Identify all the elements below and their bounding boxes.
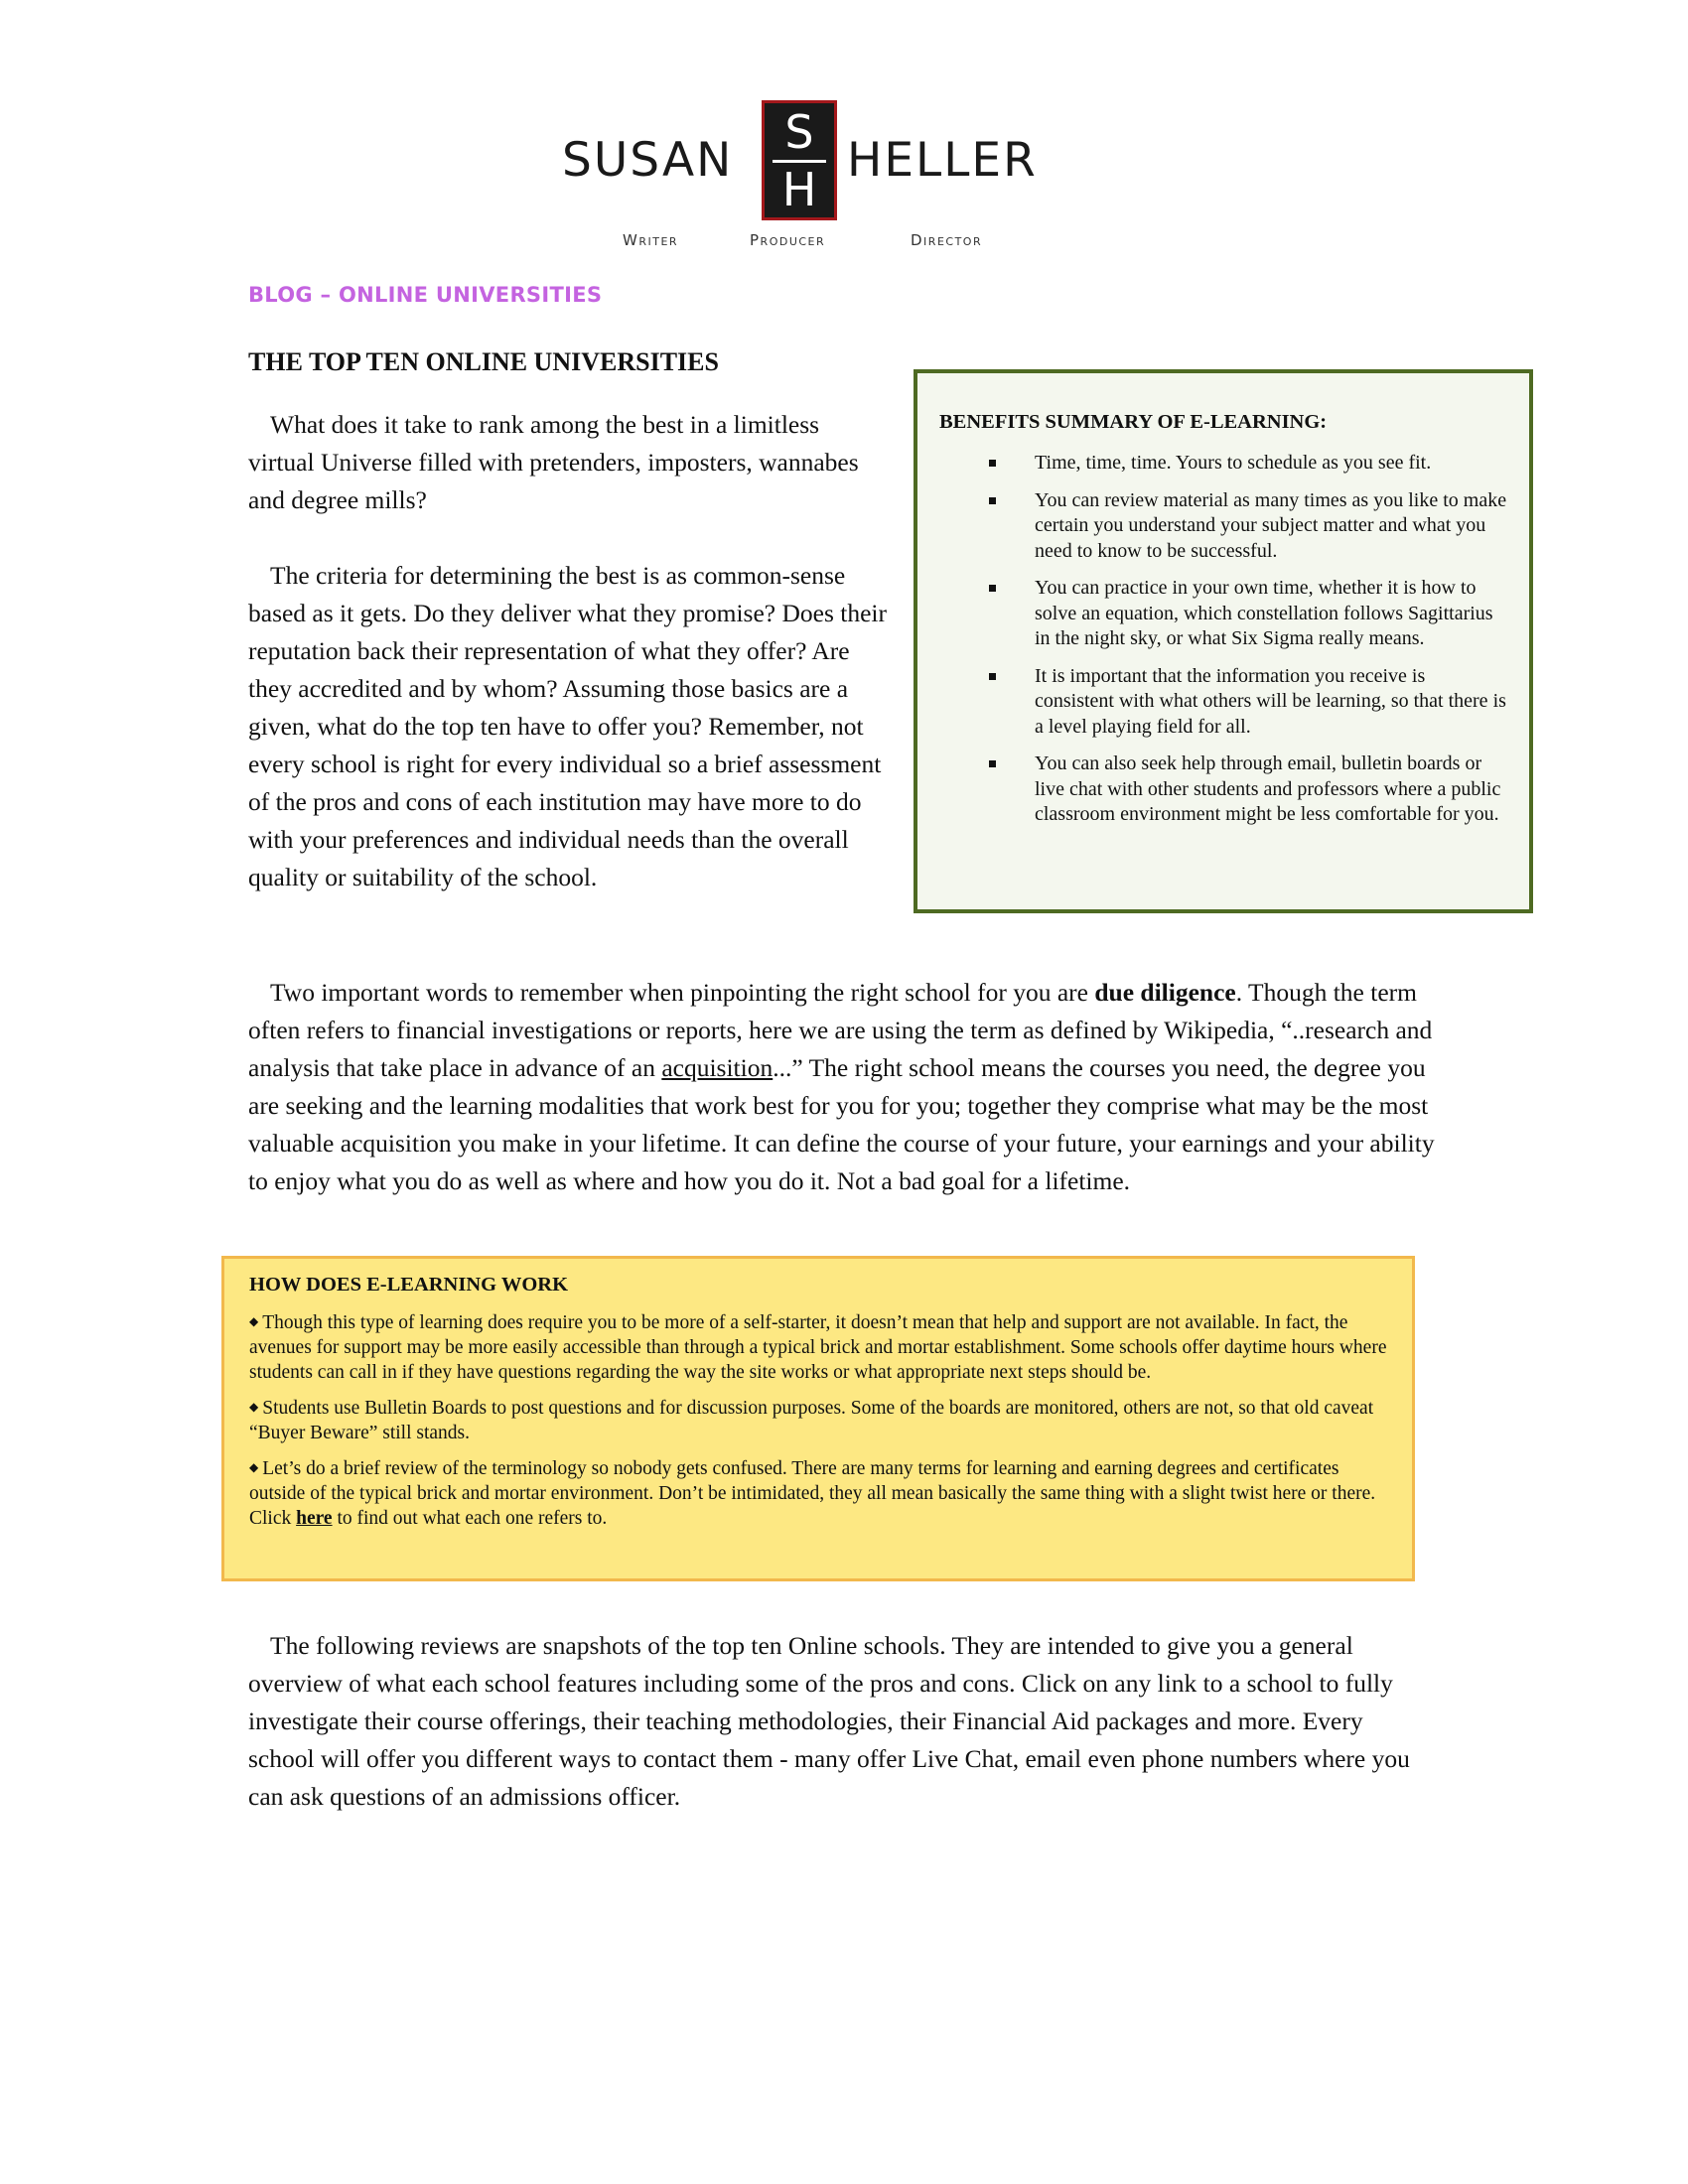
page-title: THE TOP TEN ONLINE UNIVERSITIES bbox=[248, 347, 719, 376]
how-elearning-works-box bbox=[221, 1256, 1415, 1581]
benefit-text: You can also seek help through email, bulletin boards or live chat with other students and professors where a public classroom environment might be less comfortable for you. bbox=[1035, 752, 1501, 825]
diligence-text-middle: . Though the term often refers to financial investigations or reports, here we are using the term as defined by Wikipedia, “..research and analysis that take place in advance of an bbox=[248, 978, 1433, 1082]
how-item bbox=[249, 1309, 1389, 1385]
logo-first-name: SUSAN bbox=[562, 133, 734, 188]
square-bullet-icon bbox=[989, 497, 996, 504]
how-item-text: Let’s do a brief review of the terminology so nobody gets confused. There are many terms for learning and earning degrees and certificates outside of the typical brick and mortar environment. Don’t be intimidated, they all mean basically the same thing with a slight twist here or there. Click bbox=[249, 1458, 1376, 1529]
role-writer: Writer bbox=[623, 231, 679, 249]
monogram-letter-s: S bbox=[784, 105, 814, 159]
benefit-item bbox=[917, 664, 1529, 741]
diamond-bullet-icon: ◆ bbox=[249, 1460, 259, 1474]
square-bullet-icon bbox=[989, 673, 996, 680]
benefits-summary-box bbox=[914, 369, 1533, 913]
how-item-text: Though this type of learning does require you to be more of a self-starter, it doesn’t mean that help and support are not available. In fact, the avenues for support may be more easily accessible than through a typical brick and mortar establishment. Some schools offer daytime hours where students can call in if they have questions regarding the way the site works or what appropriate next steps should be. bbox=[249, 1312, 1387, 1383]
how-item bbox=[249, 1395, 1389, 1445]
blog-category-label: BLOG – ONLINE UNIVERSITIES bbox=[248, 283, 603, 307]
square-bullet-icon bbox=[989, 760, 996, 767]
diamond-bullet-icon: ◆ bbox=[249, 1400, 259, 1414]
benefit-item bbox=[917, 576, 1529, 652]
how-item-text-end: to find out what each one refers to. bbox=[332, 1508, 608, 1529]
closing-paragraph bbox=[248, 1627, 1435, 1816]
intro-paragraph-1 bbox=[248, 406, 884, 519]
diamond-bullet-icon: ◆ bbox=[249, 1314, 259, 1328]
due-diligence-term: due diligence bbox=[1094, 978, 1236, 1007]
square-bullet-icon bbox=[989, 460, 996, 467]
due-diligence-paragraph bbox=[248, 974, 1435, 1200]
intro-paragraph-1-text: What does it take to rank among the best in a limitless virtual Universe filled with pretenders, imposters, wannabes and degree mills? bbox=[248, 410, 859, 514]
how-item bbox=[249, 1455, 1389, 1531]
benefit-text: Time, time, time. Yours to schedule as you see fit. bbox=[1035, 452, 1432, 474]
how-box-items bbox=[249, 1309, 1389, 1541]
benefit-text: You can review material as many times as you like to make certain you understand your subject matter and what you need to know to be successful. bbox=[1035, 488, 1507, 562]
intro-paragraph-2 bbox=[248, 557, 894, 896]
how-box-title: HOW DOES E-LEARNING WORK bbox=[249, 1274, 569, 1296]
monogram-badge bbox=[762, 100, 837, 220]
logo-last-name: HELLER bbox=[847, 133, 1038, 188]
logo-roles bbox=[556, 231, 1072, 251]
benefits-title: BENEFITS SUMMARY OF E-LEARNING: bbox=[939, 411, 1328, 433]
benefit-text: It is important that the information you receive is consistent with what others will be learning, so that there is a level playing field for all. bbox=[1035, 664, 1506, 738]
site-logo bbox=[556, 100, 1072, 249]
diligence-text-end: ...” The right school means the courses you need, the degree you are seeking and the learning modalities that work best for you for you; together they comprise what may be the most valuable acquisition you make in your lifetime. It can define the course of your future, your earnings and your ability to enjoy what you do as well as where and how you do it. Not a bad goal for a lifetime. bbox=[248, 1053, 1435, 1195]
benefits-list bbox=[917, 451, 1529, 840]
square-bullet-icon bbox=[989, 585, 996, 592]
closing-paragraph-text: The following reviews are snapshots of the top ten Online schools. They are intended to give you a general overview of what each school features including some of the pros and cons. Click on any link to a school to fully investigate their course offerings, their teaching methodologies, their Financial Aid packages and more. Every school will offer you different ways to contact them - many offer Live Chat, email even phone numbers where you can ask questions of an admissions officer. bbox=[248, 1631, 1410, 1811]
diligence-text-start: Two important words to remember when pinpointing the right school for you are bbox=[270, 978, 1095, 1007]
monogram-letter-h: H bbox=[781, 163, 817, 216]
intro-paragraph-2-text: The criteria for determining the best is as common-sense based as it gets. Do they deliver what they promise? Does their reputation back their representation of what they offer? Are they accredited and by whom? Assuming those basics are a given, what do the top ten have to offer you? Remember, not every school is right for every individual so a brief assessment of the pros and cons of each institution may have more to do with your preferences and individual needs than the overall quality or suitability of the school. bbox=[248, 561, 887, 891]
terminology-here-link[interactable]: here bbox=[296, 1508, 333, 1529]
acquisition-link[interactable]: acquisition bbox=[661, 1053, 774, 1082]
benefit-item bbox=[917, 488, 1529, 565]
benefit-item bbox=[917, 751, 1529, 828]
benefit-item bbox=[917, 451, 1529, 477]
role-producer: Producer bbox=[750, 231, 826, 249]
benefit-text: You can practice in your own time, whether it is how to solve an equation, which constellation follows Sagittarius in the night sky, or what Six Sigma really means. bbox=[1035, 577, 1493, 649]
role-director: Director bbox=[911, 231, 983, 249]
how-item-text: Students use Bulletin Boards to post questions and for discussion purposes. Some of the boards are monitored, others are not, so that old caveat “Buyer Beware” still stands. bbox=[249, 1398, 1374, 1443]
